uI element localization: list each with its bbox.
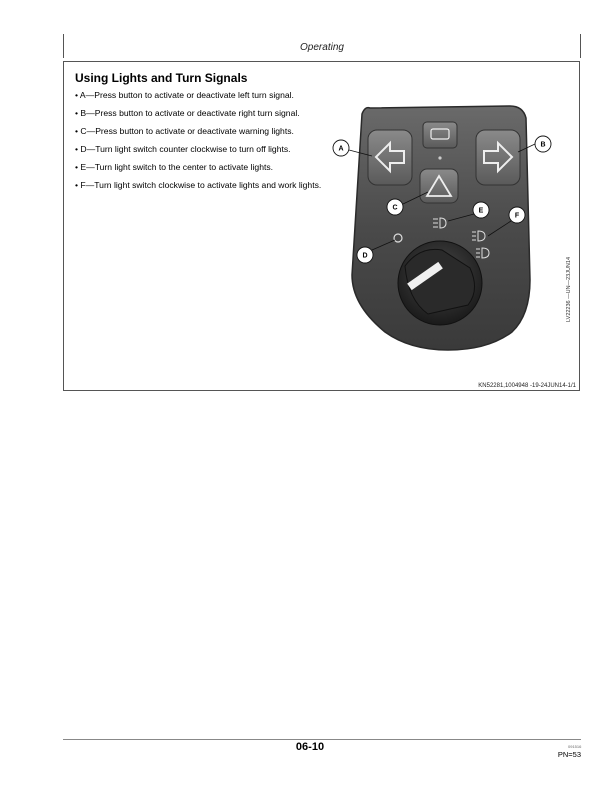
figure-id: LV22236 —UN—23JUN14 bbox=[566, 256, 572, 322]
callout-f-label: F bbox=[514, 212, 520, 220]
section-header: Operating bbox=[300, 42, 344, 53]
instruction-list bbox=[75, 90, 327, 198]
callout-e-label: E bbox=[478, 207, 484, 215]
instruction-item-c: • C—Press button to activate or deactivate warning lights. bbox=[75, 126, 294, 136]
callout-b-label: B bbox=[540, 141, 546, 149]
section-title: Using Lights and Turn Signals bbox=[75, 71, 248, 85]
pn-label: PN=53 bbox=[557, 750, 581, 759]
right-turn-button[interactable] bbox=[476, 130, 520, 185]
left-turn-button[interactable] bbox=[368, 130, 412, 185]
callout-a-label: A bbox=[338, 145, 344, 153]
instruction-item-b: • B—Press button to activate or deactivate right turn signal. bbox=[75, 108, 300, 118]
callout-c-label: C bbox=[392, 204, 398, 212]
page-number: 06-10 bbox=[295, 741, 325, 753]
reference-code: KN52281,1004948 -19-24JUN14-1/1 bbox=[478, 383, 576, 389]
instruction-item-d: • D—Turn light switch counter clockwise to turn off lights. bbox=[75, 144, 291, 154]
indicator-display bbox=[423, 122, 457, 148]
indicator-dot bbox=[438, 156, 441, 159]
light-switch-knob[interactable] bbox=[398, 241, 482, 325]
instruction-item-f: • F—Turn light switch clockwise to activate lights and work lights. bbox=[75, 180, 322, 190]
footer-rule bbox=[63, 739, 581, 740]
footer-small-code: 091516 bbox=[568, 744, 582, 749]
instruction-item-a: • A—Press button to activate or deactivate left turn signal. bbox=[75, 90, 294, 100]
light-switch-panel-figure bbox=[330, 100, 570, 380]
hazard-button[interactable] bbox=[420, 169, 458, 203]
callout-d-label: D bbox=[362, 252, 368, 260]
instruction-item-e: • E—Turn light switch to the center to activate lights. bbox=[75, 162, 274, 172]
